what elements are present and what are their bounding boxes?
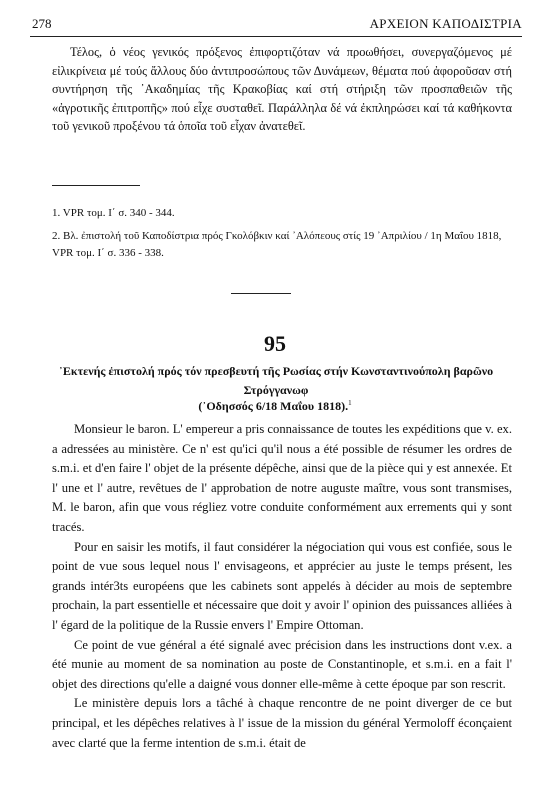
section-divider <box>231 293 291 294</box>
body-paragraph-4: Le ministère depuis lors a tâché à chaque rencontre de ne point diverger de ce but principal, et les dépêches relatives à l' issue de la mission du général Yermoloff éconçaient avec clarté que la ferme intention de s.m.i. était de <box>52 696 512 750</box>
running-title: ΑΡΧΕΙΟΝ ΚΑΠΟΔΙΣΤΡΙΑ <box>369 16 522 31</box>
document-date <box>0 399 550 414</box>
page-number: 278 <box>32 16 52 31</box>
letter-body <box>52 420 512 753</box>
footnote-separator <box>52 185 140 186</box>
body-paragraph-3: Ce point de vue général a été signalé avec précision dans les instructions dont v.ex. a été munie au moment de sa nomination au poste de Constantinople, et s.m.i. en a fait l' objet des directions qu'elle a daigné vous donner elle-même à cette époque par son rescrit. <box>52 637 512 691</box>
footnote-1: 1. VPR τομ. Ι΄ σ. 340 - 344. <box>52 207 175 219</box>
body-paragraph-2: Pour en saisir les motifs, il faut considérer la négociation qui vous est confiée, sous le point de vue sous lequel nous l' envisageons, et apprécier au juste le temps présent, les grands intér3ts européens que les cabinets sont appelés à décider au mois de septembre prochain, la part essentielle et nécessaire que doit y avoir l' opinion des puissances alliées à l' égard de la politique de la Russie envers l' Empire Ottoman. <box>52 539 512 632</box>
footnote-marker: 1 <box>348 399 352 407</box>
document-title-line-2: Στρόγγανωφ <box>243 383 309 397</box>
intro-text <box>52 43 512 136</box>
footnotes <box>52 205 512 263</box>
footnote-2: 2. Βλ. ἐπιστολή τοῦ Καποδίστρια πρός Γκολόβκιν καί ᾽Αλόπεους στίς 19 ᾽Απριλίου / 1η Μαΐου 1818, VPR τομ. Ι΄ σ. 336 - 338. <box>52 229 502 259</box>
body-paragraph-1: Monsieur le baron. L' empereur a pris connaissance de toutes les expéditions que v. ex. a adressées au ministère. Ce n' est qu'ici qu'il nous a été possible de résumer les ordres de s.m.i. et d'en faire l' objet de la présente dépêche, ainsi que de la pièce qui y est annexée. Et l' une et l' autre, revêtues de l' approbation de notre auguste maître, vous sont transmises, M. le baron, afin que vous régliez votre conduite conformément aux errements qui y sont tracés. <box>52 422 512 534</box>
intro-paragraph: Τέλος, ὁ νέος γενικός πρόξενος ἐπιφορτιζόταν νά προωθήσει, συνεργαζόμενος μέ εἰλικρίνεια μέ τούς ἄλλους δύο ἀντιπροσώπους τῶν Δυνάμεων, θέματα πού ἀφοροῦσαν στή συντήρηση τῆς ᾽Ακαδημίας τῆς Κρακοβίας καί στή στήριξη τῶν προσπαθειῶν τῆς «ἀγροτικῆς ἐπιτροπῆς» πού εἶχε συσταθεῖ. Παράλληλα δέ νά ἐκπληρώσει καί τά καθήκοντα τοῦ γενικοῦ προξένου τά ὁποῖα τοῦ εἶχαν ἀνατεθεῖ. <box>52 45 512 134</box>
document-title <box>36 362 516 400</box>
document-title-line-1: ᾽Εκτενής ἐπιστολή πρός τόν πρεσβευτή τῆς Ρωσίας στήν Κωνσταντινούπολη βαρῶνο <box>58 364 494 378</box>
running-header <box>30 14 522 37</box>
document-date-text: (᾽Οδησσός 6/18 Μαΐου 1818). <box>198 399 349 413</box>
document-number: 95 <box>264 331 286 356</box>
